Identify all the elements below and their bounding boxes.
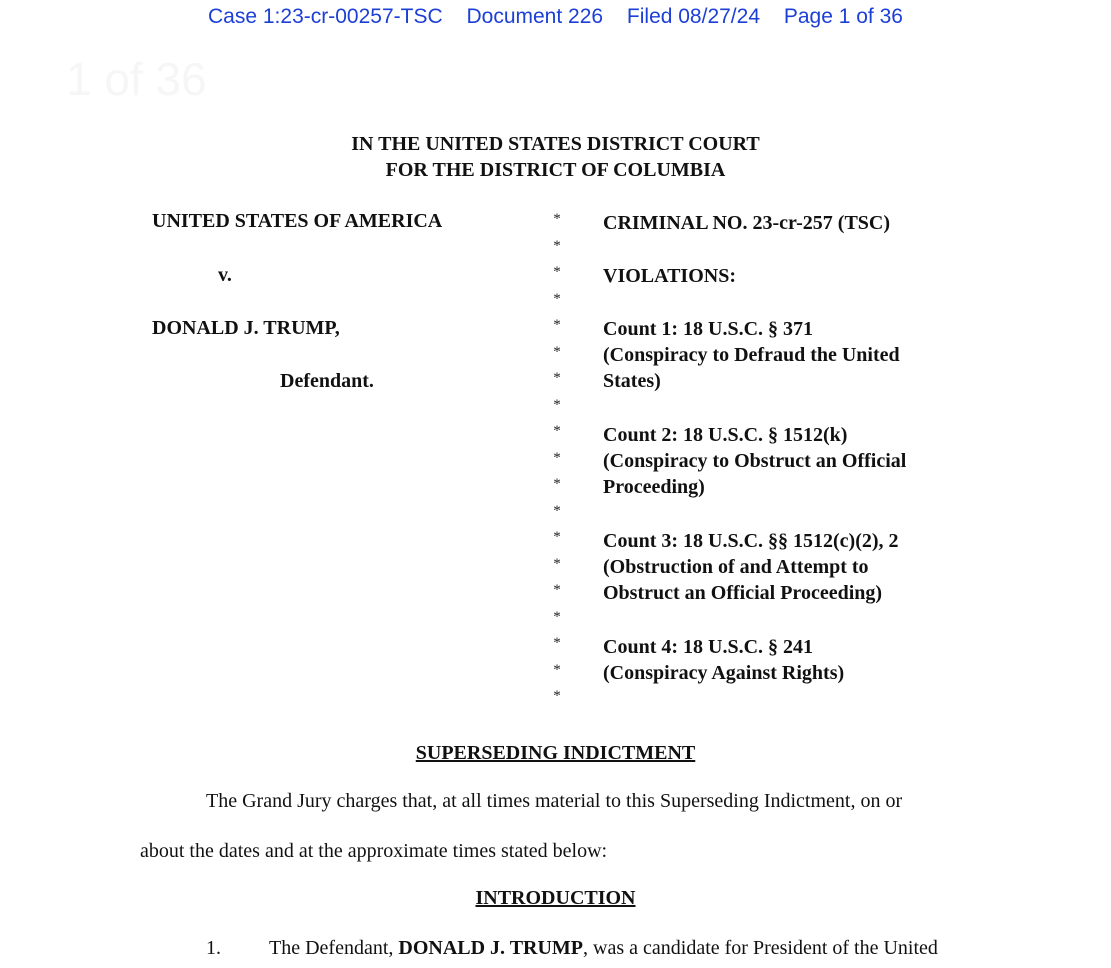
superseding-indictment-heading: SUPERSEDING INDICTMENT	[415, 742, 696, 764]
star: *	[553, 688, 561, 704]
star: *	[553, 476, 561, 492]
star: *	[553, 370, 561, 386]
versus: v.	[218, 264, 232, 286]
caption-star-column	[548, 206, 566, 710]
star: *	[553, 317, 561, 333]
paragraph-1-text	[269, 935, 938, 961]
intro-line-1: The Grand Jury charges that, at all times material to this Superseding Indictment, on or	[206, 790, 903, 812]
star: *	[553, 449, 561, 466]
star: *	[553, 423, 561, 439]
count-3-title: Count 3: 18 U.S.C. §§ 1512(c)(2), 2	[603, 530, 899, 552]
intro-line-2: about the dates and at the approximate times stated below:	[140, 840, 608, 862]
star: *	[553, 237, 561, 254]
filing-header	[0, 5, 1111, 29]
defendant-label: Defendant.	[280, 370, 374, 392]
star: *	[553, 529, 561, 545]
paragraph-1-post: , was a candidate for President of the United	[583, 937, 938, 959]
star: *	[553, 608, 561, 625]
count-1-desc-line2: States)	[603, 370, 661, 392]
count-2-title: Count 2: 18 U.S.C. § 1512(k)	[603, 424, 848, 446]
star: *	[553, 582, 561, 598]
court-title	[0, 131, 1111, 183]
document-number: Document 226	[466, 5, 604, 28]
star: *	[553, 635, 561, 651]
page-watermark: 1 of 36	[66, 53, 207, 105]
defendant-name: DONALD J. TRUMP,	[152, 317, 340, 339]
criminal-number: CRIMINAL NO. 23-cr-257 (TSC)	[603, 212, 891, 234]
count-4-desc-line1: (Conspiracy Against Rights)	[603, 662, 845, 684]
star: *	[553, 290, 561, 307]
star: *	[553, 264, 561, 280]
star: *	[553, 502, 561, 519]
count-1-desc-line1: (Conspiracy to Defraud the United	[603, 344, 900, 366]
count-2-desc-line2: Proceeding)	[603, 476, 705, 498]
paragraph-number: 1.	[206, 937, 221, 959]
star: *	[553, 211, 561, 227]
case-number: Case 1:23-cr-00257-TSC	[208, 5, 443, 28]
count-2-desc-line1: (Conspiracy to Obstruct an Official	[603, 450, 907, 472]
paragraph-1-pre: The Defendant,	[269, 937, 399, 959]
count-3-desc-line2: Obstruct an Official Proceeding)	[603, 582, 883, 604]
star: *	[553, 343, 561, 360]
page-indicator: Page 1 of 36	[783, 5, 903, 28]
count-1-title: Count 1: 18 U.S.C. § 371	[603, 318, 814, 340]
violations-label: VIOLATIONS:	[603, 265, 736, 287]
count-4-title: Count 4: 18 U.S.C. § 241	[603, 636, 814, 658]
star: *	[553, 555, 561, 572]
star: *	[553, 396, 561, 413]
count-3-desc-line1: (Obstruction of and Attempt to	[603, 556, 869, 578]
court-title-line2: FOR THE DISTRICT OF COLUMBIA	[385, 159, 726, 181]
court-title-line1: IN THE UNITED STATES DISTRICT COURT	[351, 133, 760, 155]
defendant-name-inline: DONALD J. TRUMP	[398, 937, 584, 959]
plaintiff-name: UNITED STATES OF AMERICA	[152, 210, 443, 232]
introduction-heading: INTRODUCTION	[475, 887, 636, 909]
star: *	[553, 661, 561, 678]
filed-date: Filed 08/27/24	[626, 5, 761, 28]
